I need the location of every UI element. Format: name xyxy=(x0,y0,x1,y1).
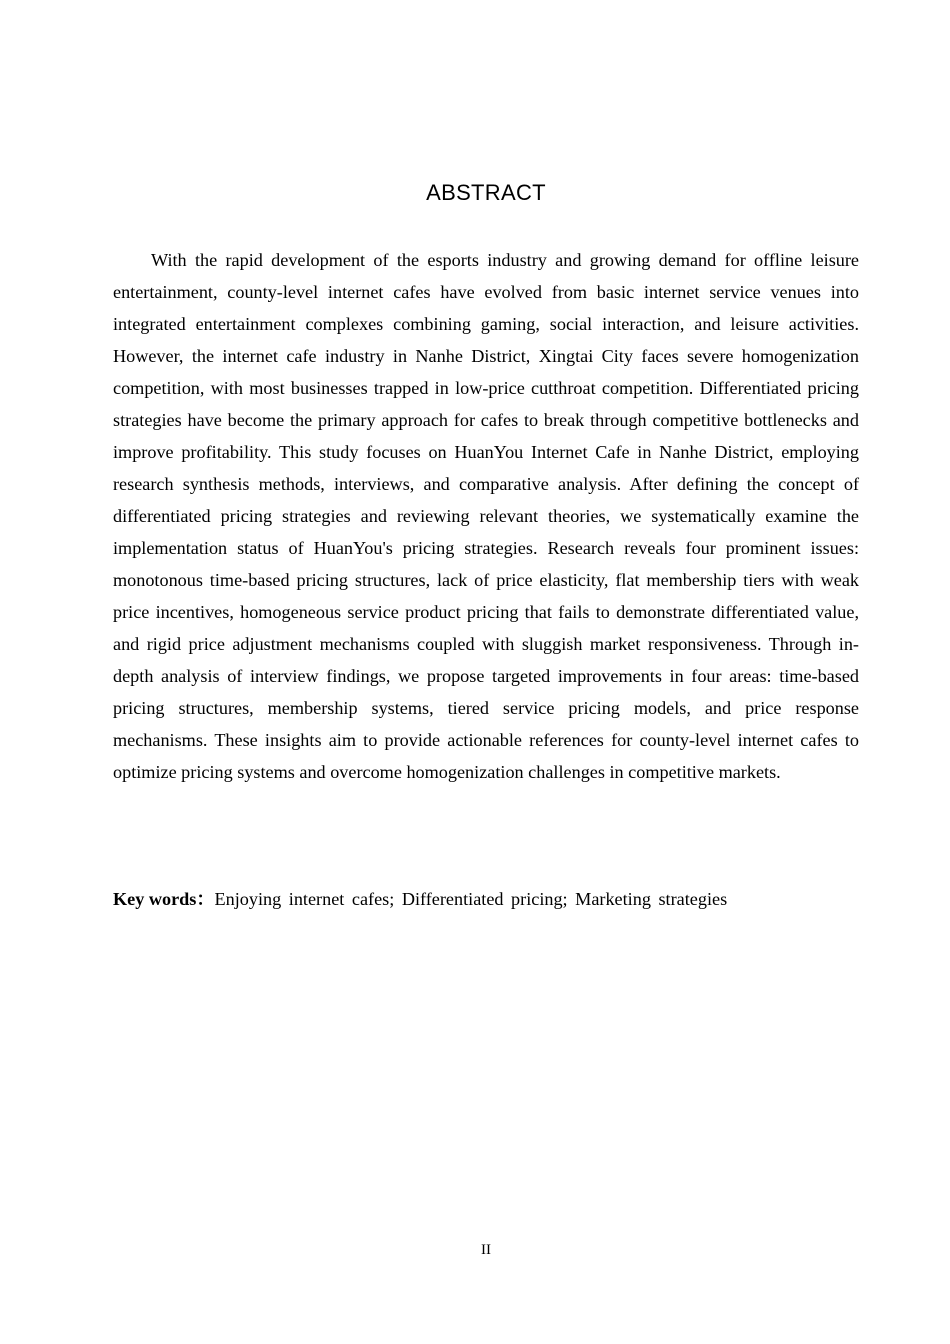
keywords-label: Key words： xyxy=(113,889,215,909)
abstract-paragraph: With the rapid development of the esports industry and growing demand for offline leisure entertainment, county-level internet cafes have evolved from basic internet service venues into integrated entertainment complexes combining gaming, social interaction, and leisure activities. However, the internet cafe industry in Nanhe District, Xingtai City faces severe homogenization competition, with most businesses trapped in low-price cutthroat competition. Differentiated pricing strategies have become the primary approach for cafes to break through competitive bottlenecks and improve profitability. This study focuses on HuanYou Internet Cafe in Nanhe District, employing research synthesis methods, interviews, and comparative analysis. After defining the concept of differentiated pricing strategies and reviewing relevant theories, we systematically examine the implementation status of HuanYou's pricing strategies. Research reveals four prominent issues: monotonous time-based pricing structures, lack of price elasticity, flat membership tiers with weak price incentives, homogeneous service product pricing that fails to demonstrate differentiated value, and rigid price adjustment mechanisms coupled with sluggish market responsiveness. Through in-depth analysis of interview findings, we propose targeted improvements in four areas: time-based pricing structures, membership systems, tiered service pricing models, and price response mechanisms. These insights aim to provide actionable references for county-level internet cafes to optimize pricing systems and overcome homogenization challenges in competitive markets. xyxy=(113,250,859,782)
page-number: II xyxy=(481,1242,491,1258)
keywords-line xyxy=(113,883,859,915)
abstract-title: ABSTRACT xyxy=(426,180,546,205)
keywords-text: Enjoying internet cafes; Differentiated pricing; Marketing strategies xyxy=(214,889,728,909)
